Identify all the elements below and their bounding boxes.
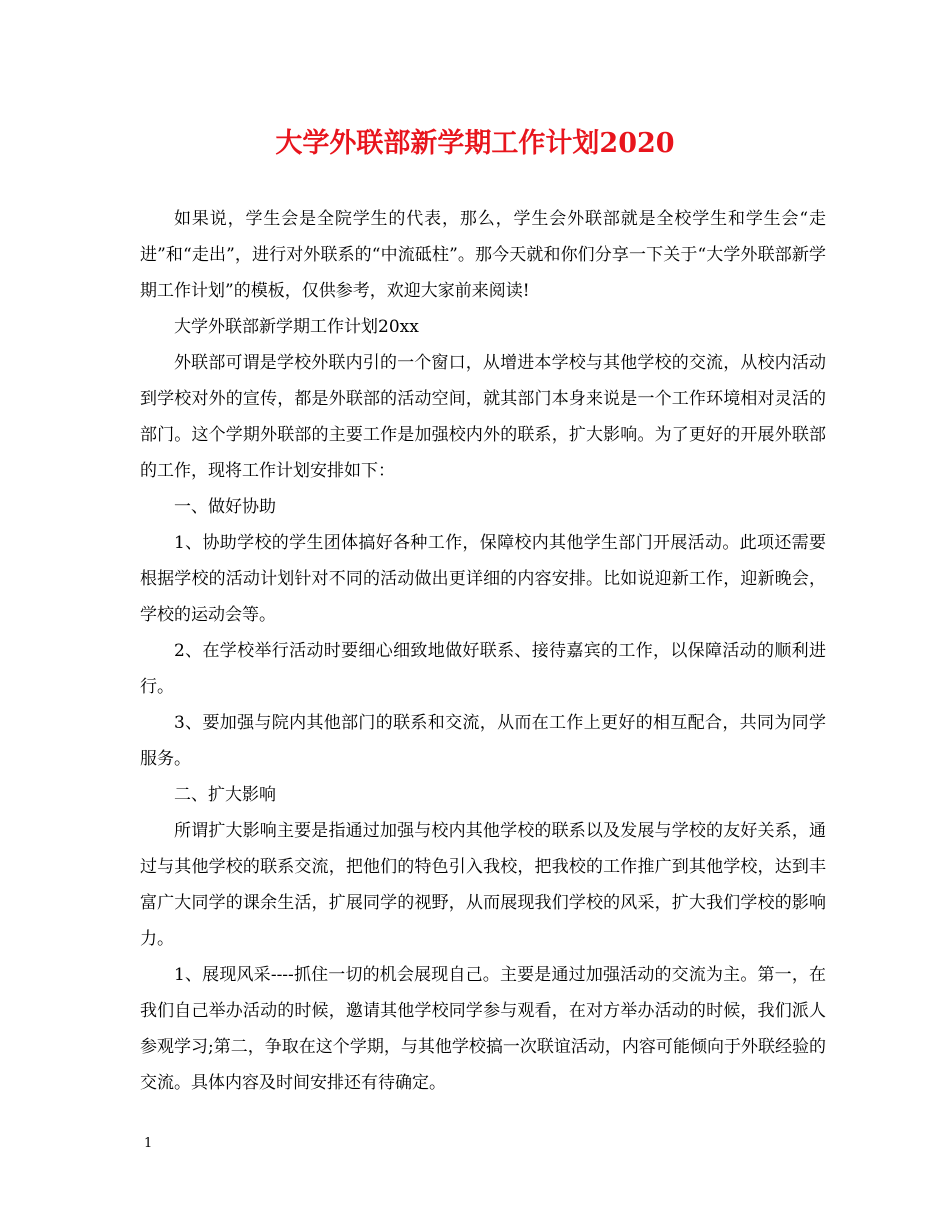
section-heading-1: 一、做好协助 <box>174 497 276 517</box>
subtitle-paragraph: 大学外联部新学期工作计划20xx <box>174 317 419 337</box>
document-body <box>140 201 826 1101</box>
overview-paragraph: 外联部可谓是学校外联内引的一个窗口，从增进本学校与其他学校的交流，从校内活动到学校对外的宣传，都是外联部的活动空间，就其部门本身来说是一个工作环境相对灵活的部门。这个学期外联部的主要工作是加强校内外的联系，扩大影响。为了更好的开展外联部的工作，现将工作计划安排如下： <box>140 353 826 481</box>
document-title: 大学外联部新学期工作计划2020 <box>275 128 675 159</box>
intro-paragraph: 如果说，学生会是全院学生的代表，那么，学生会外联部就是全校学生和学生会“走进”和“走出”，进行对外联系的“中流砥柱”。那今天就和你们分享一下关于“大学外联部新学期工作计划”的模板，仅供参考，欢迎大家前来阅读! <box>140 209 826 301</box>
section-1-item-1: 1、协助学校的学生团体搞好各种工作，保障校内其他学生部门开展活动。此项还需要根据学校的活动计划针对不同的活动做出更详细的内容安排。比如说迎新工作，迎新晚会，学校的运动会等。 <box>140 533 826 625</box>
page-number: 1 <box>144 1136 153 1151</box>
section-2-item-1: 1、展现风采----抓住一切的机会展现自己。主要是通过加强活动的交流为主。第一，在我们自己举办活动的时候，邀请其他学校同学参与观看，在对方举办活动的时候，我们派人参观学习;第二，争取在这个学期，与其他学校搞一次联谊活动，内容可能倾向于外联经验的交流。具体内容及时间安排还有待确定。 <box>140 965 826 1093</box>
section-2-intro: 所谓扩大影响主要是指通过加强与校内其他学校的联系以及发展与学校的友好关系，通过与其他学校的联系交流，把他们的特色引入我校，把我校的工作推广到其他学校，达到丰富广大同学的课余生活，扩展同学的视野，从而展现我们学校的风采，扩大我们学校的影响力。 <box>140 821 826 949</box>
section-1-item-3: 3、要加强与院内其他部门的联系和交流，从而在工作上更好的相互配合，共同为同学服务。 <box>140 713 826 769</box>
section-1-item-2: 2、在学校举行活动时要细心细致地做好联系、接待嘉宾的工作，以保障活动的顺利进行。 <box>140 641 826 697</box>
section-heading-2: 二、扩大影响 <box>174 785 276 805</box>
